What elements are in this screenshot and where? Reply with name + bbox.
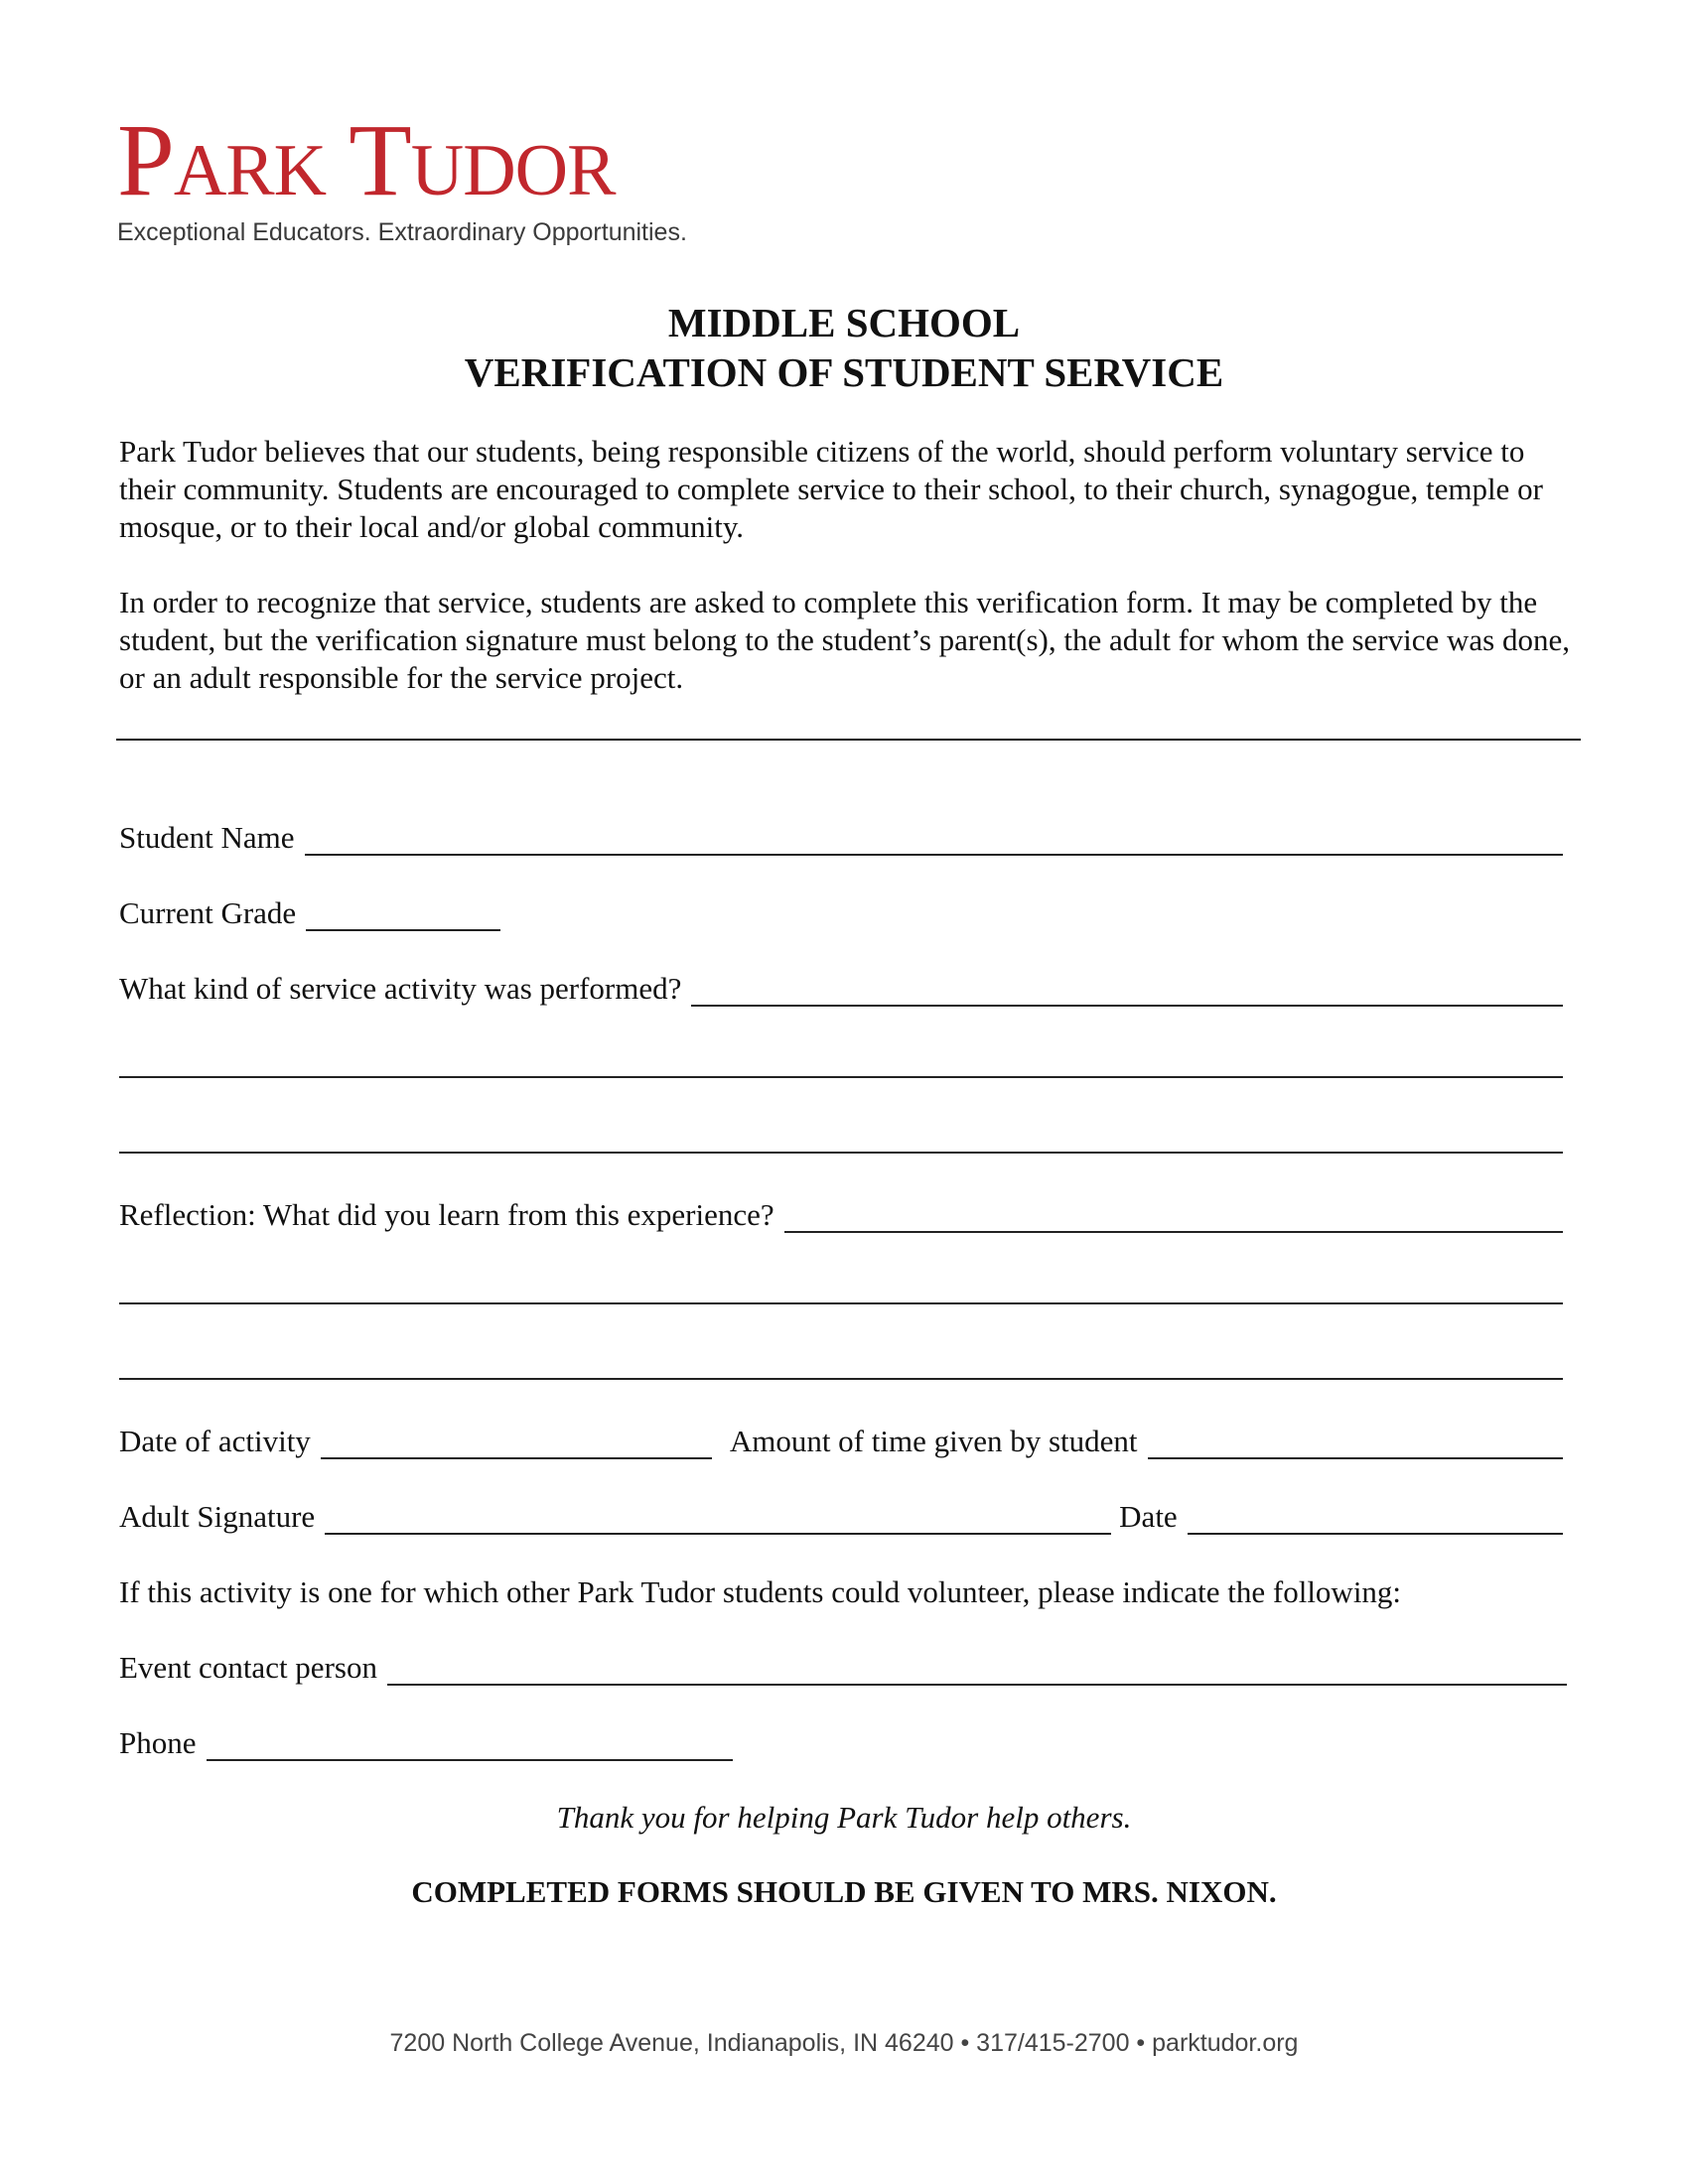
date-time-row [119,1420,1563,1459]
thank-you-note: Thank you for helping Park Tudor help others. [556,1800,1132,1835]
volunteer-note [119,1570,1401,1610]
student-name-label: Student Name [119,820,295,855]
current-grade-row [119,891,500,931]
title-line-2: VERIFICATION OF STUDENT SERVICE [464,349,1224,395]
service-activity-line-2[interactable] [119,1042,1563,1078]
date-of-activity-field[interactable] [321,1424,712,1459]
submission-notice: COMPLETED FORMS SHOULD BE GIVEN TO MRS. NIXON. [411,1874,1277,1909]
phone-field[interactable] [207,1725,733,1761]
logo-tagline: Exceptional Educators. Extraordinary Opportunities. [117,218,687,246]
date-of-activity-label: Date of activity [119,1424,311,1458]
service-activity-label: What kind of service activity was performed? [119,971,682,1006]
event-contact-row [119,1646,1567,1686]
amount-of-time-label: Amount of time given by student [729,1424,1138,1458]
reflection-line-3[interactable] [119,1344,1563,1380]
volunteer-note-text: If this activity is one for which other Park Tudor students could volunteer, please indicate the following: [119,1574,1402,1609]
student-name-row [119,816,1563,856]
reflection-label: Reflection: What did you learn from this experience? [119,1197,774,1232]
page-title [0,298,1688,397]
footer-address: 7200 North College Avenue, Indianapolis, IN 46240 • 317/415-2700 • parktudor.org [389,2029,1299,2057]
date-label: Date [1119,1499,1178,1534]
reflection-line-2[interactable] [119,1269,1563,1304]
adult-signature-field[interactable] [325,1499,1111,1535]
title-line-1: MIDDLE SCHOOL [667,300,1021,345]
amount-of-time-field[interactable] [1148,1424,1563,1459]
park-tudor-logo [117,103,687,247]
service-activity-line-3[interactable] [119,1118,1563,1154]
service-activity-field[interactable] [691,971,1563,1007]
intro-paragraph-1: Park Tudor believes that our students, being responsible citizens of the world, should perform voluntary service to their community. Students are encouraged to complete service to their school, to their church, synagogue, temple or mosque, or to their local and/or global community. [119,434,1543,544]
phone-label: Phone [119,1725,197,1760]
service-activity-row [119,967,1563,1007]
student-name-field[interactable] [305,820,1564,856]
logo-wordmark: PARK TUDOR [117,103,616,217]
current-grade-label: Current Grade [119,895,297,930]
current-grade-field[interactable] [306,895,500,931]
phone-row [119,1721,733,1761]
reflection-field[interactable] [784,1197,1563,1233]
signature-date-field[interactable] [1188,1499,1563,1535]
section-divider [116,739,1581,741]
event-contact-field[interactable] [387,1650,1567,1686]
event-contact-label: Event contact person [119,1650,377,1685]
adult-signature-label: Adult Signature [119,1499,316,1534]
reflection-row [119,1193,1563,1233]
intro-paragraph-2: In order to recognize that service, students are asked to complete this verification form. It may be completed by the student, but the verification signature must belong to the student’s parent(s), the adult for whom the service was done, or an adult responsible for the service project. [119,585,1570,695]
signature-row [119,1495,1563,1535]
